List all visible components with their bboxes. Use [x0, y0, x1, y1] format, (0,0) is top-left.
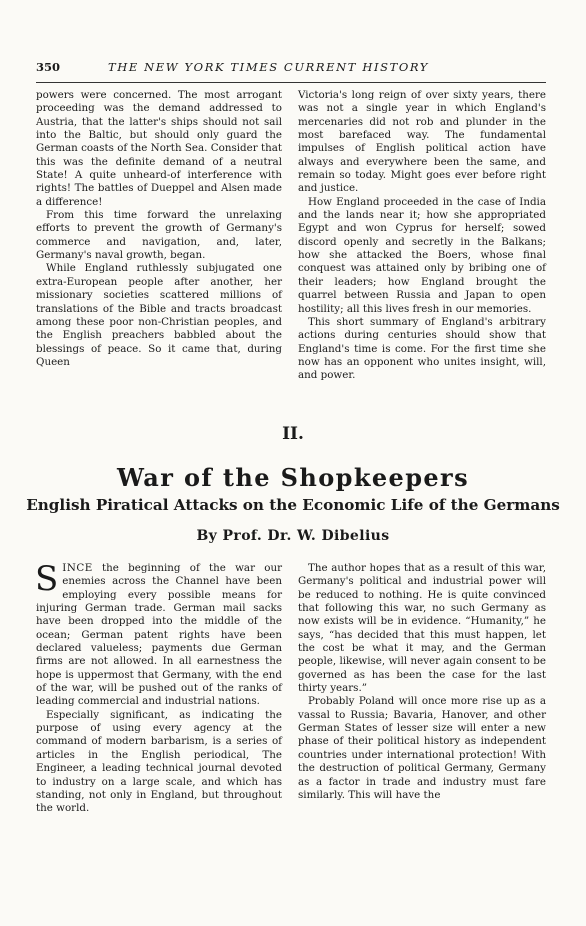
header-rule: [36, 82, 546, 83]
paragraph: Especially significant, as indicating the purpose of using every agency at the command of modern barbarism, is a series of articles in the English periodical, The Engineer, a leading technical journal devoted to industry on a large scale, and which has standing, not only in England, but throughout the world.: [36, 708, 282, 815]
bottom-left-column: [35, 559, 282, 816]
bottom-right-column: [298, 562, 546, 802]
section-number: II.: [282, 424, 304, 444]
article-subtitle: English Piratical Attacks on the Economic Life of the Germans: [26, 496, 560, 514]
lead-caps: INCE: [62, 562, 93, 574]
paragraph: While England ruthlessly subjugated one extra-European people after another, her missionary societies scattered millions of translations of the Bible and tracts broadcast among these poor non-Christian peoples, and the English preachers babbled about the blessings of peace. So it came that, during Queen: [36, 262, 282, 368]
page-header: [36, 60, 556, 78]
paragraph: Probably Poland will once more rise up as a vassal to Russia; Bavaria, Hanover, and other German States of lesser size will enter a new phase of their political history as independent countries under international protection! With the destruction of political Germany, Germany as a factor in trade and industry must fare similarly. This will have the: [298, 695, 546, 801]
byline: By Prof. Dr. W. Dibelius: [196, 528, 390, 544]
paragraph: How England proceeded in the case of India and the lands near it; how she appropriated Egypt and won Cyprus for herself; sowed discord openly and secretly in the Balkans; how she attacked the Boers, whose final conquest was attained only by bribing one of their leaders; how England brought the quarrel between Russia and Japan to open hostility; all this lives fresh in our memories.: [298, 195, 546, 315]
drop-cap: S: [35, 559, 59, 599]
top-left-column: [36, 89, 282, 369]
paragraph-text: the beginning of the war our enemies across the Channel have been employing every possible means for injuring German trade. German mail sacks have been dropped into the middle of the ocean; German patent rights have been declared valueless; payments due German firms are not allowed. In all earnestness the hope is uppermost that Germany, with the end of the war, will be pushed out of the ranks of leading commercial and industrial nations.: [36, 562, 282, 708]
paragraph: powers were concerned. The most arrogant proceeding was the demand addressed to Austria, that the latter's ships should not sail into the Baltic, but should only guard the German coasts of the North Sea. Consider that this was the definite demand of a neutral State! A quite unheard-of interference with rights! The battles of Dueppel and Alsen made a difference!: [36, 89, 282, 208]
top-right-column: [298, 89, 546, 383]
paragraph: Victoria's long reign of over sixty years, there was not a single year in which England's mercenaries did not rob and plunder in the most barefaced way. The fundamental impulses of English political action have always and everywhere been the same, and remain so today. Might goes ever before right and justice.: [298, 89, 546, 195]
page-number: 350: [36, 60, 61, 74]
paragraph: The author hopes that as a result of this war, Germany's political and industrial power will be reduced to nothing. He is quite convinced that following this war, no such Germany as now exists will be in evidence. “Humanity,” he says, “has decided that this must happen, let the cost be what it may, and the German people, likewise, will never again consent to be governed as has been the case for the last thirty years.”: [298, 562, 546, 695]
article-title: War of the Shopkeepers: [116, 463, 469, 492]
paragraph: This short summary of England's arbitrary actions during centuries should show that England's time is come. For the first time she now has an opponent who unites insight, will, and power.: [298, 315, 546, 382]
paragraph: From this time forward the unrelaxing efforts to prevent the growth of Germany's commerce and navigation, and, later, Germany's naval growth, began.: [36, 209, 282, 262]
paragraph: [35, 559, 282, 709]
running-head: THE NEW YORK TIMES CURRENT HISTORY: [108, 60, 429, 74]
